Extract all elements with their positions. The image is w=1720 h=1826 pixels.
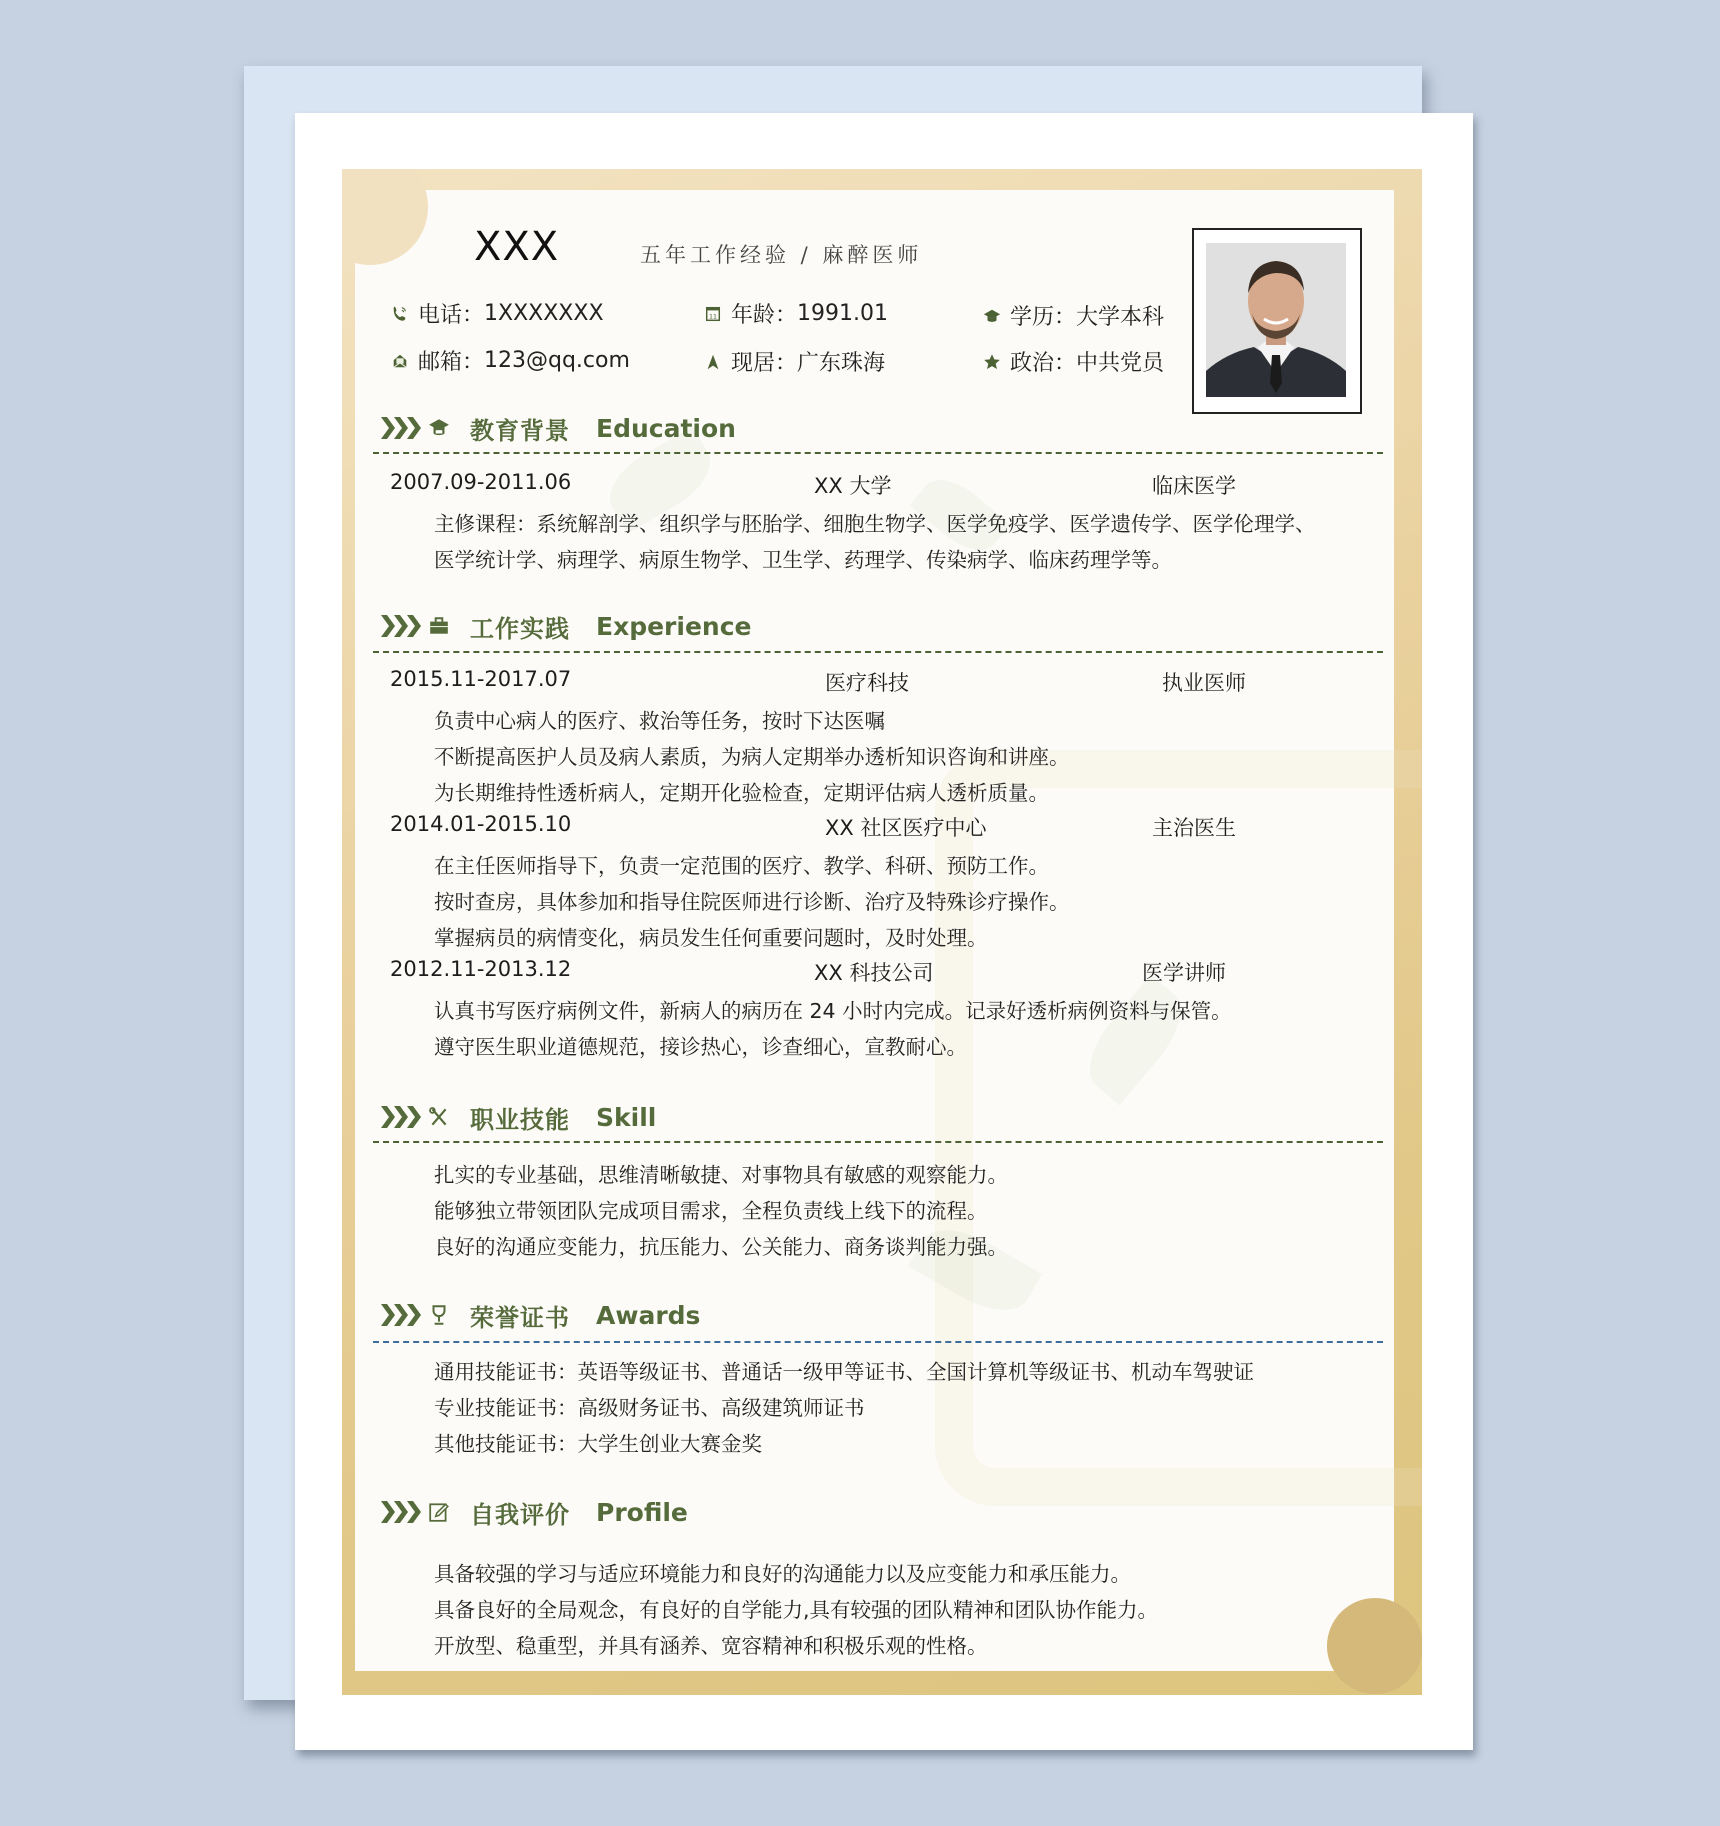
section-divider <box>373 651 1383 653</box>
exp-duty-line: 掌握病员的病情变化，病员发生任何重要问题时，及时处理。 <box>434 926 988 950</box>
info-phone <box>390 298 604 329</box>
candidate-name: XXX <box>474 224 560 270</box>
section-title-en: Awards <box>596 1300 701 1330</box>
info-education <box>982 300 1164 331</box>
phone-label: 电话： <box>418 303 485 328</box>
trophy-icon <box>428 1304 450 1326</box>
section-header-experience <box>380 606 751 646</box>
triple-chevron-icon <box>380 415 422 441</box>
section-title-cn: 荣誉证书 <box>470 1303 570 1332</box>
star-icon <box>982 352 1002 372</box>
triple-chevron-icon <box>380 1499 422 1525</box>
section-header-skill <box>380 1097 656 1137</box>
exp-org: XX 科技公司 <box>814 961 934 985</box>
tools-icon <box>428 1106 450 1128</box>
age-value: 1991.01 <box>797 301 888 326</box>
profile-line: 开放型、稳重型，并具有涵养、宽容精神和积极乐观的性格。 <box>434 1634 988 1658</box>
section-header-education <box>380 408 736 448</box>
section-title-cn: 工作实践 <box>470 614 570 643</box>
education-value: 大学本科 <box>1076 305 1165 330</box>
job-subtitle: 五年工作经验 / 麻醉医师 <box>640 243 923 267</box>
exp-duty-line: 不断提高医护人员及病人素质，为病人定期举办透析知识咨询和讲座。 <box>434 745 1070 769</box>
age-label: 年龄： <box>731 303 798 328</box>
exp-date: 2015.11-2017.07 <box>390 667 572 691</box>
section-divider <box>373 1341 1383 1343</box>
info-email <box>390 345 630 376</box>
section-title-en: Experience <box>596 611 752 641</box>
section-header-profile <box>380 1492 688 1532</box>
section-title-en: Profile <box>596 1497 688 1527</box>
edu-major: 临床医学 <box>1152 474 1236 498</box>
edu-date: 2007.09-2011.06 <box>390 470 572 494</box>
exp-role: 主治医生 <box>1152 816 1236 840</box>
exp-duty-line: 在主任医师指导下，负责一定范围的医疗、教学、科研、预防工作。 <box>434 854 1049 878</box>
section-title-cn: 教育背景 <box>470 416 570 445</box>
skill-line: 扎实的专业基础，思维清晰敏捷、对事物具有敏感的观察能力。 <box>434 1163 1008 1187</box>
phone-icon <box>390 304 410 324</box>
education-label: 学历： <box>1010 305 1077 330</box>
award-line: 其他技能证书：大学生创业大赛金奖 <box>434 1432 762 1456</box>
triple-chevron-icon <box>380 1302 422 1328</box>
section-title-cn: 职业技能 <box>470 1105 570 1134</box>
skill-line: 能够独立带领团队完成项目需求，全程负责线上线下的流程。 <box>434 1199 988 1223</box>
edu-course-line: 主修课程：系统解剖学、组织学与胚胎学、细胞生物学、医学免疫学、医学遗传学、医学伦理学、 <box>434 512 1316 536</box>
calendar-icon <box>703 304 723 324</box>
award-line: 专业技能证书：高级财务证书、高级建筑师证书 <box>434 1396 865 1420</box>
exp-duty-line: 认真书写医疗病例文件，新病人的病历在 24 小时内完成。记录好透析病例资料与保管。 <box>434 999 1232 1023</box>
exp-date: 2014.01-2015.10 <box>390 812 572 836</box>
section-title-en: Education <box>596 413 736 443</box>
exp-date: 2012.11-2013.12 <box>390 957 572 981</box>
section-title-en: Skill <box>596 1102 657 1132</box>
phone-value: 1XXXXXXX <box>484 301 604 326</box>
location-label: 现居： <box>731 351 798 376</box>
edu-course-line: 医学统计学、病理学、病原生物学、卫生学、药理学、传染病学、临床药理学等。 <box>434 548 1172 572</box>
location-arrow-icon <box>703 352 723 372</box>
exp-org: XX 社区医疗中心 <box>825 816 987 840</box>
exp-role: 执业医师 <box>1162 671 1246 695</box>
photo-frame <box>1192 228 1362 414</box>
exp-duty-line: 遵守医生职业道德规范，接诊热心，诊查细心，宣教耐心。 <box>434 1035 967 1059</box>
edit-icon <box>428 1501 450 1523</box>
politics-label: 政治： <box>1010 351 1077 376</box>
exp-role: 医学讲师 <box>1142 961 1226 985</box>
svg-text:11: 11 <box>708 313 718 320</box>
section-divider <box>373 452 1383 454</box>
graduation-cap-icon <box>982 306 1002 326</box>
edu-school: XX 大学 <box>814 474 892 498</box>
profile-line: 具备良好的全局观念，有良好的自学能力,具有较强的团队精神和团队协作能力。 <box>434 1598 1159 1622</box>
info-age <box>703 298 888 329</box>
location-value: 广东珠海 <box>797 351 886 376</box>
profile-line: 具备较强的学习与适应环境能力和良好的沟通能力以及应变能力和承压能力。 <box>434 1562 1131 1586</box>
email-value: 123@qq.com <box>484 348 630 373</box>
section-divider <box>373 1141 1383 1143</box>
award-line: 通用技能证书：英语等级证书、普通话一级甲等证书、全国计算机等级证书、机动车驾驶证 <box>434 1360 1254 1384</box>
section-title-cn: 自我评价 <box>470 1500 570 1529</box>
email-label: 邮箱： <box>418 350 485 375</box>
exp-duty-line: 负责中心病人的医疗、救治等任务，按时下达医嘱 <box>434 709 885 733</box>
briefcase-icon <box>428 615 450 637</box>
graduation-cap-icon <box>428 417 450 439</box>
exp-duty-line: 按时查房，具体参加和指导住院医师进行诊断、治疗及特殊诊疗操作。 <box>434 890 1070 914</box>
politics-value: 中共党员 <box>1076 351 1165 376</box>
corner-circle-bottom-right <box>1327 1598 1422 1694</box>
skill-line: 良好的沟通应变能力，抗压能力、公关能力、商务谈判能力强。 <box>434 1235 1008 1259</box>
profile-photo <box>1206 243 1346 397</box>
info-politics <box>982 346 1164 377</box>
exp-duty-line: 为长期维持性透析病人，定期开化验检查，定期评估病人透析质量。 <box>434 781 1049 805</box>
triple-chevron-icon <box>380 613 422 639</box>
mail-icon <box>390 351 410 371</box>
section-header-awards <box>380 1295 700 1335</box>
triple-chevron-icon <box>380 1104 422 1130</box>
exp-org: 医疗科技 <box>825 671 909 695</box>
info-location <box>703 346 885 377</box>
